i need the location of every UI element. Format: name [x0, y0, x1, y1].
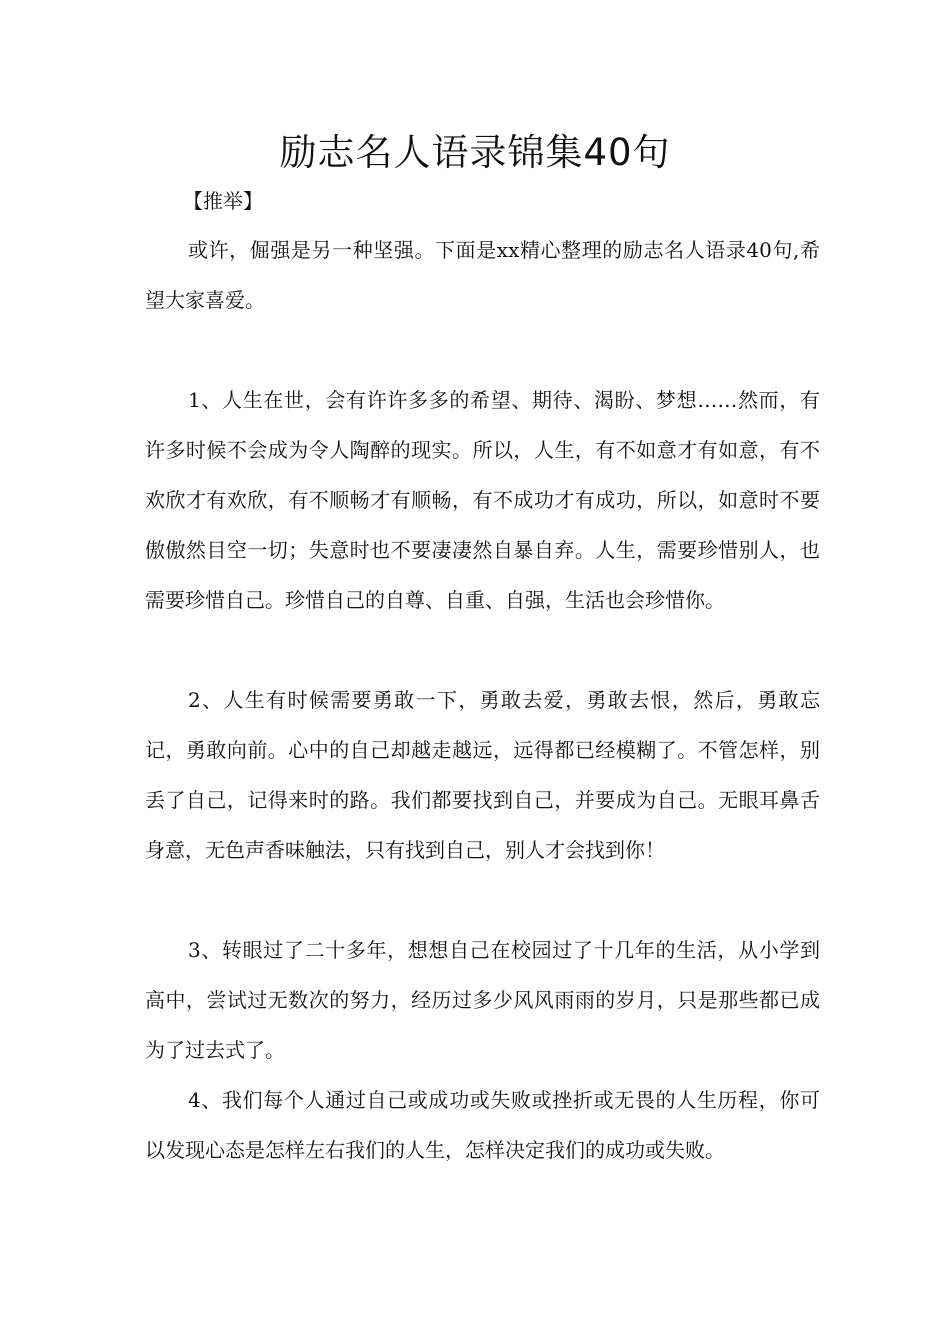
recommend-tag: 【推举】	[183, 189, 263, 213]
intro-paragraph: 或许，倔强是另一种坚强。下面是xx精心整理的励志名人语录40句,希望大家喜爱。	[145, 238, 820, 312]
document-title: 励志名人语录锦集40句	[279, 131, 671, 174]
quote-paragraph-3: 3、转眼过了二十多年，想想自己在校园过了十几年的生活，从小学到高中，尝试过无数次的努力，经历过多少风风雨雨的岁月，只是那些都已成为了过去式了。	[145, 938, 820, 1062]
quote-paragraph-1: 1、人生在世，会有许许多多的希望、期待、渴盼、梦想……然而，有许多时候不会成为令人陶醉的现实。所以，人生，有不如意才有如意，有不欢欣才有欢欣，有不顺畅才有顺畅，有不成功才有成功，所以，如意时不要傲傲然目空一切；失意时也不要凄凄然自暴自弃。人生，需要珍惜别人，也需要珍惜自己。珍惜自己的自尊、自重、自强，生活也会珍惜你。	[145, 388, 820, 612]
quote-paragraph-2: 2、人生有时候需要勇敢一下，勇敢去爱，勇敢去恨，然后，勇敢忘记，勇敢向前。心中的自己却越走越远，远得都已经模糊了。不管怎样，别丢了自己，记得来时的路。我们都要找到自己，并要成为自己。无眼耳鼻舌身意，无色声香味触法，只有找到自己，别人才会找到你！	[145, 688, 820, 862]
quote-paragraph-4: 4、我们每个人通过自己或成功或失败或挫折或无畏的人生历程，你可以发现心态是怎样左右我们的人生，怎样决定我们的成功或失败。	[145, 1088, 820, 1162]
